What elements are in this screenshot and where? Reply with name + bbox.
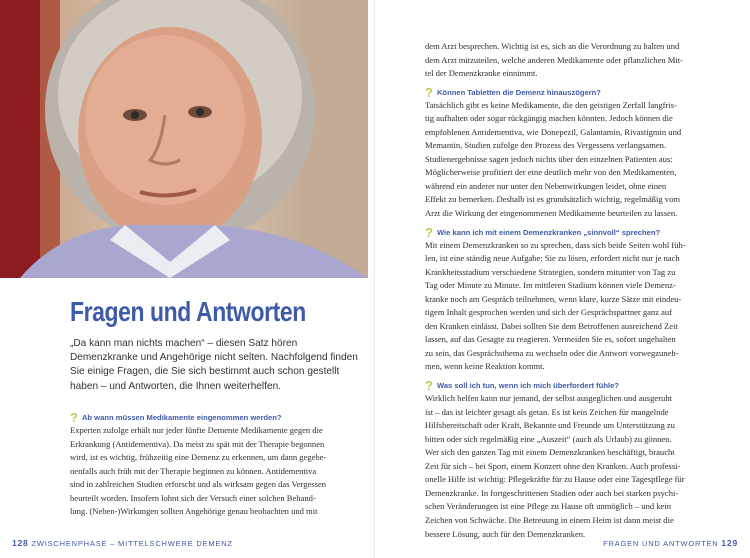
text-line: tig aufhalten oder sogar rückgängig machen könnten. Jedoch können die (425, 113, 673, 124)
text-line: Zeichen von Schwäche. Die Betreuung in einem Heim ist dann meist die (425, 514, 674, 525)
answer-text (425, 392, 725, 541)
page-number: 129 (721, 538, 738, 548)
question-heading (425, 84, 725, 100)
question-text: Ab wann müssen Medikamente eingenommen werden? (81, 413, 282, 422)
question-text: Können Tabletten die Demenz hinauszögern? (436, 87, 601, 97)
continued-text (425, 40, 725, 81)
portrait-illustration (0, 0, 368, 278)
question-block (425, 224, 725, 374)
question-mark-icon: ? (425, 224, 433, 240)
text-line: onelle Hilfe ist wichtig: Pflegekräfte für zu Hause oder eine Tagespflege für (425, 474, 685, 485)
question-heading (425, 224, 725, 240)
portrait-photo (0, 0, 368, 278)
text-line: Tatsächlich gibt es keine Medikamente, die den geistigen Zerfall langfris- (425, 99, 677, 110)
right-column (425, 40, 725, 547)
text-line: zu sein, das Gesprächsthema zu wechseln oder die Antwort vorwegzuneh- (425, 347, 679, 358)
text-line: Zeit für sich – bei Sport, einem Konzert ohne den Kranken. Auch professi- (425, 460, 681, 471)
text-line: Wirklich helfen kann nur jemand, der selbst ausgeglichen und ausgeruht (425, 393, 672, 404)
text-line: bitten oder sich regelmäßig eine „Auszeit“ (auch als Urlaub) zu gönnen. (425, 433, 672, 444)
question-heading (70, 412, 360, 423)
question-block-medication-start (70, 412, 360, 519)
running-footer-text: FRAGEN UND ANTWORTEN (603, 539, 719, 548)
question-block (425, 380, 725, 541)
page-heading: Fragen und Antworten (70, 296, 306, 327)
text-line: kranke noch am Gespräch teilnehmen, wenn klare, kurze Sätze mit eindeu- (425, 293, 682, 304)
question-mark-icon: ? (425, 378, 433, 394)
text-line: Studienergebnisse sagen jedoch nichts über den einzelnen Patienten aus: (425, 153, 673, 164)
text-line: beurteilt worden. Insofern lohnt sich der Versuch einer solchen Behand- (70, 492, 316, 503)
text-line: tigem Inhalt gesprochen werden und sich der Gesprächspartner ganz auf (425, 307, 673, 318)
answer-text (425, 99, 725, 221)
text-line: Effekt zu bemerken. Deshalb ist es grundsätzlich wichtig, regelmäßig vom (425, 194, 680, 205)
text-line: dem Arzt besprechen. Wichtig ist es, sich an die Verordnung zu halten und (425, 41, 680, 51)
footer-left (12, 538, 233, 548)
question-mark-icon: ? (425, 84, 433, 100)
text-line: bessere Lösung, auch für den Demenzkranken. (425, 528, 586, 539)
text-line: Experten zufolge erhält nur jeder fünfte Demente Medikamente gegen die (70, 425, 323, 435)
text-line: dem Arzt mitzuteilen, welche anderen Medikamente oder pflanzlichen Mit- (425, 54, 683, 65)
text-line: tel der Demenzkranke einnimmt. (425, 68, 538, 79)
text-line: ist – das ist leichter gesagt als getan. Es ist kein Zeichen für mangelnde (425, 406, 669, 417)
question-text: Was soll ich tun, wenn ich mich überfordert fühle? (436, 381, 619, 391)
answer-text (70, 424, 360, 519)
text-line: Krankheitsstadium verschiedene Strategien, sondern mitunter von Tag zu (425, 266, 676, 277)
question-mark-icon: ? (70, 410, 78, 425)
text-line: lung. (Neben-)Wirkungen sollten Angehörige genau beobachten und mit (70, 506, 318, 517)
text-line: den Kranken einlässt. Dabei sollten Sie dem Betroffenen ausreichend Zeit (425, 320, 678, 331)
text-line: Hilfsbereitschaft oder Kraft, Bekannte und Freunde um Unterstützung zu (425, 420, 675, 431)
text-line: Wer sich den ganzen Tag mit einem Demenzkranken beschäftigt, braucht (425, 447, 675, 458)
footer-right (603, 538, 738, 548)
text-line: Möglicherweise profitiert der eine deutlich mehr von den Medikamenten, (425, 167, 677, 178)
text-line: wird, ist es wichtig, frühzeitig eine Demenz zu erkennen, um dann gegebe- (70, 452, 327, 463)
text-line: Memantin, Studien zufolge den Prozess des Vergessens verlangsamen. (425, 140, 667, 151)
text-line: len, ist eine ständig neue Aufgabe: Sie zu lösen, erfordert nicht nur je nach (425, 253, 680, 264)
text-line: lassen, auf das Gesagte zu reagieren. Vermeiden Sie es, sofort ungehalten (425, 334, 676, 345)
question-text: Wie kann ich mit einem Demenzkranken „sinnvoll“ sprechen? (436, 227, 661, 237)
text-line: Arzt die Wirkung der eingenommenen Medikamente beurteilen zu lassen. (425, 208, 678, 219)
question-block (425, 84, 725, 221)
text-line: schen Veränderungen ist eine Pflege zu Hause oft unmöglich – und kein (425, 501, 671, 512)
text-line: sind in zahlreichen Studien erforscht und als wirksam gegen das Vergessen (70, 479, 327, 490)
text-line: Demenzkranke. In fortgeschrittenen Stadien oder auch bei starken psychi- (425, 487, 679, 498)
text-line: Erkrankung (Antidementiva). Da meist zu spät mit der Therapie begonnen (70, 438, 325, 449)
answer-text (425, 239, 725, 374)
intro-paragraph: „Da kann man nichts machen“ – diesen Satz hören Demenzkranke und Angehörige nicht selten. Nachfolgend finden Sie einige Fragen, die Sie sich bestimmt auch schon gestellt haben – und Antworten, die Ihnen weiterhelfen. (70, 338, 358, 392)
text-line: Mit einem Demenzkranken so zu sprechen, dass sich beide Seiten wohl füh- (425, 239, 686, 250)
text-line: men, wenn keine Reaktion kommt. (425, 361, 545, 372)
running-footer-text: ZWISCHENPHASE – MITTELSCHWERE DEMENZ (31, 539, 233, 548)
text-line: nenfalls auch früh mit der Therapie beginnen zu können. Antidementiva (70, 465, 317, 476)
page-number: 128 (12, 538, 29, 548)
text-line: Tag oder Minute zu Minute. Im mittleren Stadium können viele Demenz- (425, 280, 676, 291)
text-line: während ein anderer nur unter den Nebenwirkungen leidet, ohne einen (425, 180, 667, 191)
question-heading (425, 378, 725, 394)
text-line: empfohlenen Antidementiva, wie Donepezil, Galantamin, Rivastigmin und (425, 126, 682, 137)
